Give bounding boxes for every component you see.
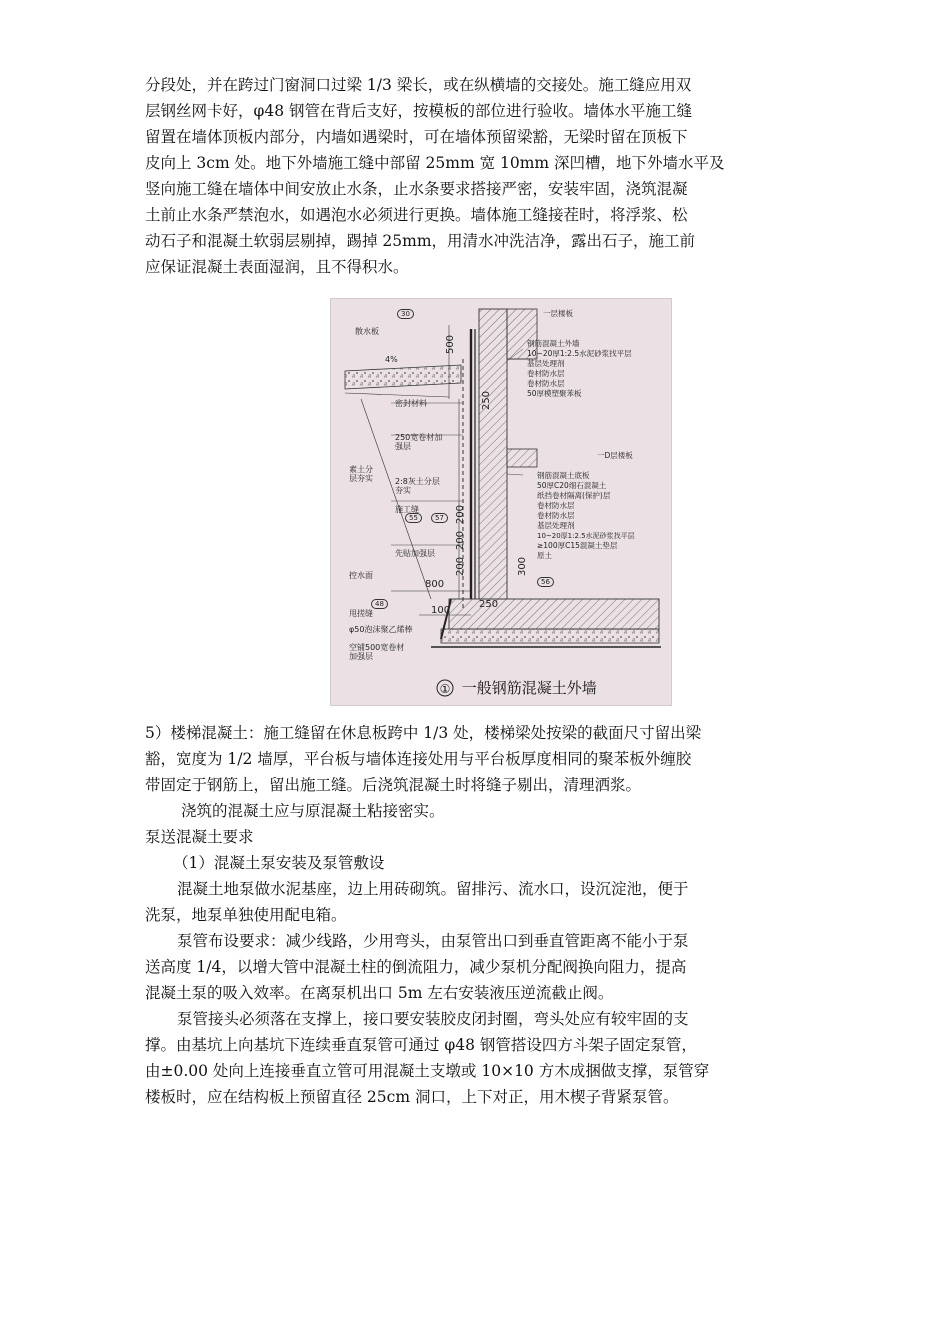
figure-caption (433, 677, 597, 698)
callout-marker: 30 (397, 309, 414, 319)
figure-caption-text: 一般钢筋混凝土外墙 (461, 679, 597, 697)
dimension-label: 800 (425, 579, 445, 590)
paragraph-line: 留置在墙体顶板内部分，内墙如遇梁时，可在墙体预留梁豁，无梁时留在顶板下 (145, 128, 688, 146)
figure-label: 一层楼板 (543, 309, 573, 318)
dimension-label: 200 (455, 556, 467, 577)
dimension-label: 200 (455, 530, 467, 551)
dimension-label: 500 (445, 334, 457, 355)
paragraph-line: 由±0.00 处向上连接垂直立管可用混凝土支墩或 10×10 方木成捆做支撑，泵管穿 (145, 1062, 710, 1080)
paragraph-line: 动石子和混凝土软弱层剔掉，踢掉 25mm，用清水冲洗洁净，露出石子，施工前 (145, 232, 696, 250)
paragraph-line: 洗泵，地泵单独使用配电箱。 (145, 906, 347, 924)
dimension-label: 300 (517, 556, 529, 577)
figure-label: φ50泡沫聚乙烯棒 (349, 625, 413, 634)
figure-label: 卷材防水层 (527, 379, 565, 388)
wall-section-figure (330, 298, 672, 706)
paragraph-line: 混凝土泵的吸入效率。在离泵机出口 5m 左右安装液压逆流截止阀。 (145, 984, 614, 1002)
figure-label: 卷材防水层 (537, 501, 575, 510)
figure-label: 空铺500宽卷材加强层 (349, 643, 405, 661)
paragraph-line: 送高度 1/4，以增大管中混凝土柱的倒流阻力，减少泵机分配阀换向阻力，提高 (145, 958, 687, 976)
callout-marker: 48 (371, 599, 388, 609)
callout-marker: 56 (537, 577, 554, 587)
dimension-label: 200 (455, 504, 467, 525)
paragraph-line: 泵送混凝土要求 (145, 828, 254, 846)
figure-label: 卷材防水层 (527, 369, 565, 378)
dimension-label: 250 (479, 599, 499, 610)
paragraph-line: 5）楼梯混凝土：施工缝留在休息板跨中 1/3 处，楼梯梁处按梁的截面尺寸留出梁 (145, 724, 702, 742)
paragraph-line: 泵管接头必须落在支撑上，接口要安装胶皮闭封圈，弯头处应有较牢固的支 (177, 1010, 689, 1028)
paragraph-line: 竖向施工缝在墙体中间安放止水条，止水条要求搭接严密，安装牢固，浇筑混凝 (145, 180, 688, 198)
figure-label: 甩搓缝 (349, 609, 373, 618)
figure-right-labels-bottom (537, 451, 635, 561)
figure-label: 50厚C20细石混凝土 (537, 481, 607, 490)
paragraph-line: 应保证混凝土表面湿润，且不得积水。 (145, 258, 409, 276)
figure-label: 密封材料 (395, 399, 427, 408)
paragraph-line: 浇筑的混凝土应与原混凝土粘接密实。 (181, 802, 445, 820)
callout-marker: 55 (405, 513, 422, 523)
figure-label: 先贴加强层 (395, 549, 435, 558)
paragraph-line: 层钢丝网卡好，φ48 钢管在背后支好，按模板的部位进行验收。墙体水平施工缝 (145, 102, 693, 120)
paragraph-line: 泵管布设要求：减少线路，少用弯头，由泵管出口到垂直管距离不能小于泵 (177, 932, 689, 950)
figure-label: 卷材防水层 (537, 511, 575, 520)
figure-label: 钢筋混凝土底板 (537, 471, 590, 480)
dimension-label: 250 (481, 390, 493, 411)
figure-label: 2:8灰土分层夯实 (395, 477, 440, 495)
dimension-label: 100 (431, 605, 451, 616)
figure-label: 10~20厚1:2.5水泥砂浆找平层 (527, 349, 632, 358)
figure-label: 4% (385, 355, 398, 364)
figure-label: ≥100厚C15混凝土垫层 (537, 541, 618, 550)
paragraph-line: 带固定于钢筋上，留出施工缝。后浇筑混凝土时将缝子剔出，清理洒浆。 (145, 776, 642, 794)
figure-label: 250宽卷材加强层 (395, 433, 443, 451)
figure-label: 施工缝 (395, 505, 419, 514)
figure-right-labels-top (527, 309, 663, 399)
paragraph-line: 皮向上 3cm 处。地下外墙施工缝中部留 25mm 宽 10mm 深凹槽，地下外墙水平及 (145, 154, 725, 172)
paragraph-line: 楼板时，应在结构板上预留直径 25cm 洞口，上下对正，用木楔子背紧泵管。 (145, 1088, 679, 1106)
figure-label: 10~20厚1:2.5水泥砂浆找平层 (537, 532, 635, 540)
paragraph-line: 分段处，并在跨过门窗洞口过梁 1/3 梁长，或在纵横墙的交接处。施工缝应用双 (145, 76, 692, 94)
figure-label: 纸挡卷材隔离(保护)层 (537, 491, 611, 500)
figure-label: 钢筋混凝土外墙 (527, 339, 580, 348)
figure-label: 散水板 (355, 327, 379, 336)
paragraph-line: 豁，宽度为 1/2 墙厚，平台板与墙体连接处用与平台板厚度相同的聚苯板外缠胶 (145, 750, 692, 768)
paragraph-line: 混凝土地泵做水泥基座，边上用砖砌筑。留排污、流水口，设沉淀池，便于 (177, 880, 689, 898)
figure-label: 基层处理剂 (527, 359, 565, 368)
top-paragraph (145, 72, 825, 280)
paragraph-line: 土前止水条严禁泡水，如遇泡水必须进行更换。墙体施工缝接茬时，将浮浆、松 (145, 206, 688, 224)
figure-label: 50厚模塑聚苯板 (527, 389, 582, 398)
figure-caption-number: ① (439, 682, 451, 696)
paragraph-line: （1）混凝土泵安装及泵管敷设 (173, 854, 385, 872)
figure-label: 素土分层夯实 (349, 465, 373, 483)
figure-label: 原土 (537, 551, 552, 560)
callout-marker: 57 (431, 513, 448, 523)
figure-label: 控水面 (349, 571, 373, 580)
bottom-paragraphs (145, 720, 825, 1110)
figure-label: 一D层楼板 (597, 451, 633, 460)
paragraph-line: 撑。由基坑上向基坑下连续垂直泵管可通过 φ48 钢管搭设四方斗架子固定泵管， (145, 1036, 697, 1054)
figure-label: 基层处理剂 (537, 521, 575, 530)
